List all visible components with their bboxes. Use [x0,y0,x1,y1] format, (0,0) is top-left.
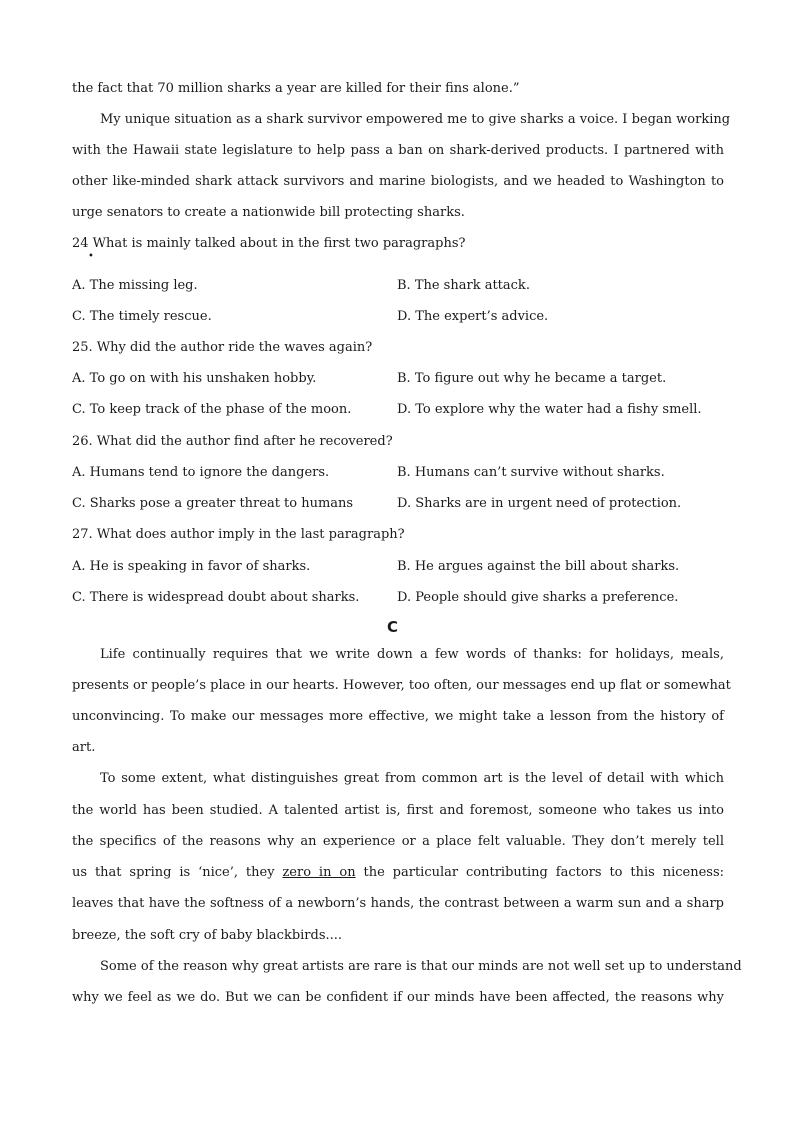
question-26-option-b: B. Humans can’t survive without sharks. [397,465,665,480]
passage-b-paragraph-line: with the Hawaii state legislature to help pass a ban on shark-derived products. I partnered with [72,143,724,158]
question-26-option-a: A. Humans tend to ignore the dangers. [72,465,330,480]
question-24-stem: 24 What is mainly talked about in the first two paragraphs? [72,236,466,251]
passage-c-paragraph-line: the world has been studied. A talented artist is, first and foremost, someone who takes us into [72,803,724,818]
question-27-option-d: D. People should give sharks a preference. [397,590,679,605]
question-25-option-d: D. To explore why the water had a fishy smell. [397,402,702,417]
passage-c-paragraph-line: art. [72,740,96,755]
question-25-stem: 25. Why did the author ride the waves again? [72,340,373,355]
question-25-option-a: A. To go on with his unshaken hobby. [72,371,317,386]
passage-b-paragraph-line: My unique situation as a shark survivor empowered me to give sharks a voice. I began working [100,112,731,127]
passage-c-paragraph-line: unconvincing. To make our messages more effective, we might take a lesson from the history of [72,709,724,724]
question-27-option-b: B. He argues against the bill about sharks. [397,559,680,574]
passage-b-paragraph-line: urge senators to create a nationwide bill protecting sharks. [72,205,465,220]
passage-b-paragraph-line: other like-minded shark attack survivors and marine biologists, and we headed to Washington to [72,174,724,189]
question-27-option-a: A. He is speaking in favor of sharks. [72,559,311,574]
question-27-option-c: C. There is widespread doubt about sharks. [72,590,360,605]
question-27-stem: 27. What does author imply in the last paragraph? [72,527,405,542]
question-24-option-c: C. The timely rescue. [72,309,212,324]
passage-c-paragraph-line: why we feel as we do. But we can be confident if our minds have been affected, the reasons why [72,990,724,1005]
passage-c-paragraph-line: breeze, the soft cry of baby blackbirds.... [72,928,343,943]
question-24-option-a: A. The missing leg. [72,278,198,293]
question-25-option-c: C. To keep track of the phase of the moon. [72,402,352,417]
passage-c-paragraph-line: leaves that have the softness of a newborn’s hands, the contrast between a warm sun and a sharp [72,896,724,911]
text-segment: the particular contributing factors to this niceness: [355,865,725,880]
question-24-option-b: B. The shark attack. [397,278,530,293]
passage-c-paragraph-line-with-underline [72,864,724,882]
stray-dot-mark: • [88,251,94,262]
text-segment: us that spring is ‘nice’, they [72,865,283,880]
question-25-option-b: B. To figure out why he became a target. [397,371,667,386]
question-24-option-d: D. The expert’s advice. [397,309,549,324]
question-26-option-d: D. Sharks are in urgent need of protection. [397,496,682,511]
question-26-option-c: C. Sharks pose a greater threat to humans [72,496,354,511]
passage-c-paragraph-line: Some of the reason why great artists are rare is that our minds are not well set up to understand [100,959,742,974]
question-26-stem: 26. What did the author find after he recovered? [72,434,393,449]
passage-c-paragraph-line: presents or people’s place in our hearts. However, too often, our messages end up flat or somewhat [72,678,731,693]
passage-c-paragraph-line: To some extent, what distinguishes great from common art is the level of detail with which [100,771,724,786]
passage-b-closing-line: the fact that 70 million sharks a year are killed for their fins alone.” [72,81,520,96]
passage-c-paragraph-line: the specifics of the reasons why an experience or a place felt valuable. They don’t merely tell [72,834,724,849]
underlined-phrase: zero in on [282,865,356,880]
passage-c-paragraph-line: Life continually requires that we write down a few words of thanks: for holidays, meals, [100,647,724,662]
passage-c-heading: C [387,618,399,636]
